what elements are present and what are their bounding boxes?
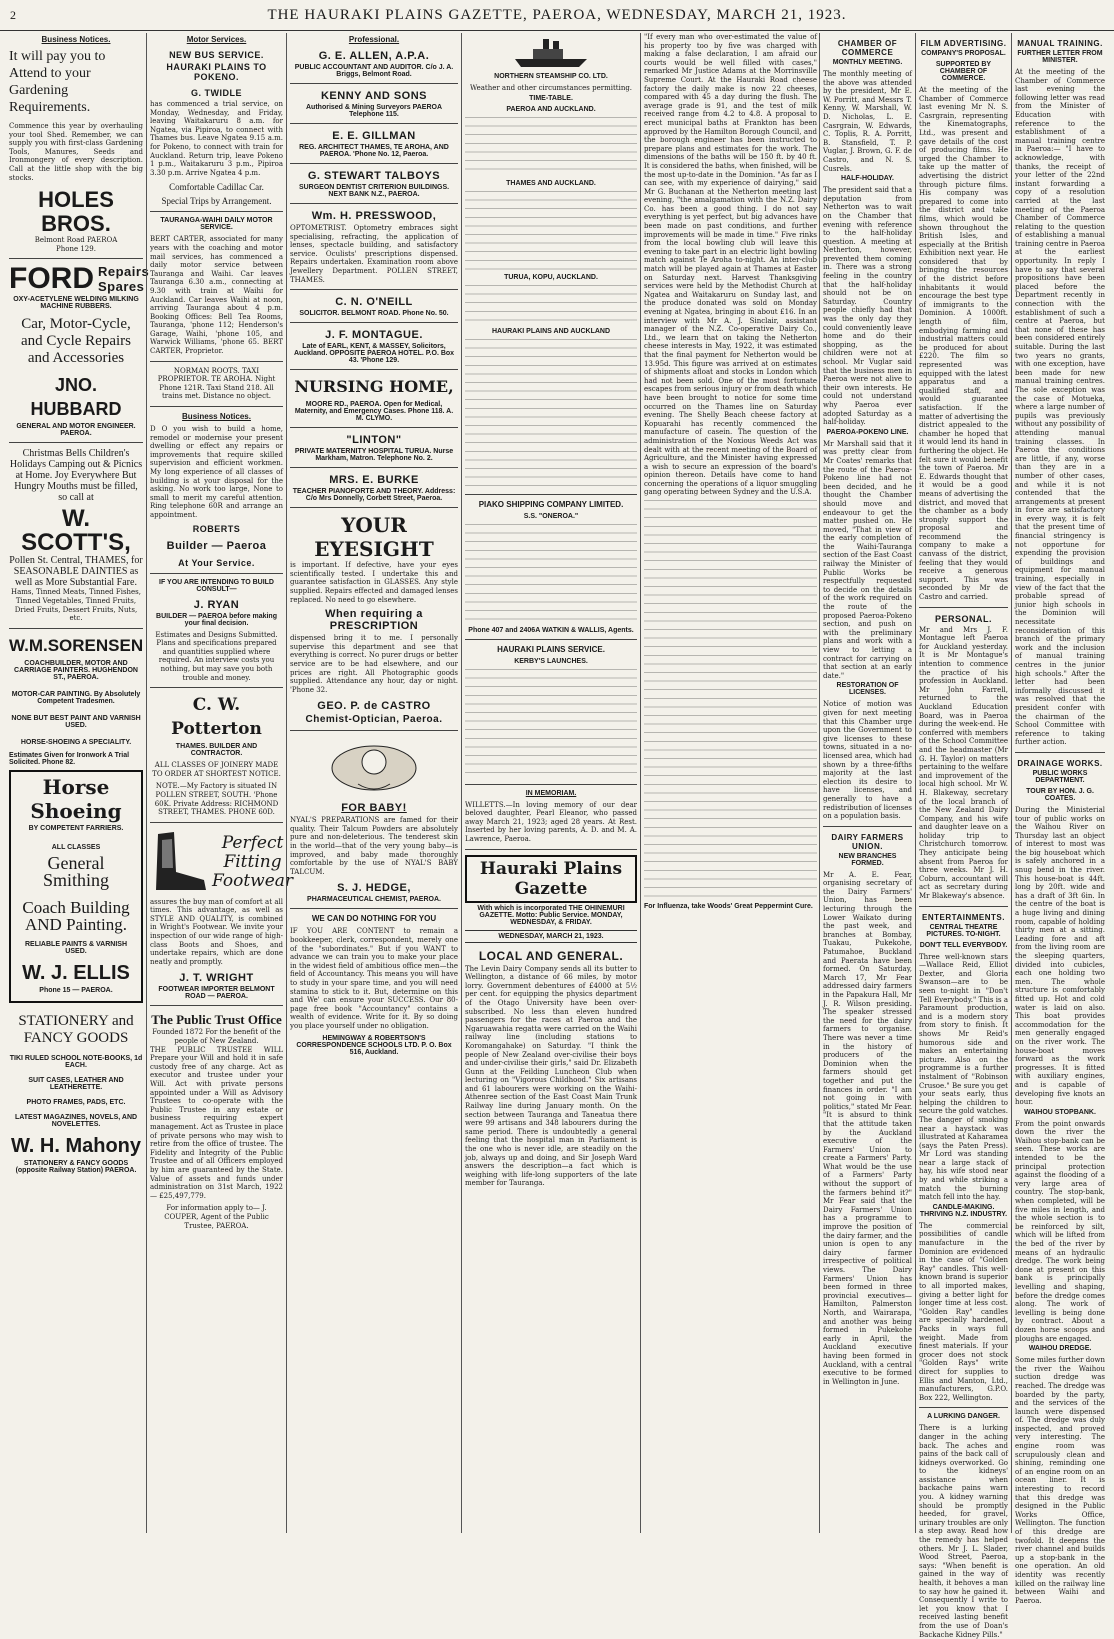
watkin-agents: Phone 407 and 2406A WATKIN & WALLIS, Agents. (468, 626, 634, 634)
ryan-name: J. RYAN (193, 598, 240, 611)
couper-agent: For information apply to— J. COUPER, Agent of the Public Trustee, PAEROA. (164, 1204, 269, 1230)
all-classes: ALL CLASSES (51, 843, 101, 851)
kenny-subtitle: Authorised & Mining Surveyors PAEROA Telephone 115. (306, 104, 442, 118)
baby-illustration-icon (314, 736, 434, 796)
we-can-do-nothing: WE CAN DO NOTHING FOR YOU (311, 914, 437, 924)
twidle-body: has commenced a trial service, on Monday, Wednesday, and Friday, leaving Waitakaruru 8 a.m. for Ngatea, via Pipiroa, to connect with Thames bus. Leave Ngatea 9.15 a.m. for Pokeno, to connect with train for Auckland. Return trip, leave Pokeno 1 p.m., Waitakaruru 3 p.m., Pipiroa 3.30 p.m. Arrive Ngatea 4 p.m. (150, 100, 283, 177)
potterton-name: C. W. Potterton (171, 695, 262, 740)
allen-name: G. E. ALLEN, A.P.A. (318, 50, 430, 62)
film-body: At the meeting of the Chamber of Commerce last evening Mr N. S. Casrgrain, representing the Kinematographs, Ltd., was present and gave details of the cost of producing films. He urged the Chamber to take up the matter of advertising the district through picture films. His company was prepared to come into the district and take films, which would be shown throughout the British Isles, and especially at the British Exhibition next year. He considered that by bringing the resources of the district before inhabitants it would encourage the best type of immigrants to the Dominion. A 1000ft. length of film, embodying farming and industrial matters could be produced for about £220. The film so represented was equipped with the latest apparatus and a qualified staff, and would guarantee satisfaction. If the matter of advertising the district appealed to the chamber he hoped that it would lend its hand in furthering the object. He felt sure it would benefit the town of Paeroa. Mr E. Edwards thought that it would be a good means of advertising the district, and moved that the chamber as a body strongly support the proposal and recommend the company to make a canvass of the district, feeling that they would receive a generous support. This was seconded by Mr de Castro and carried. (919, 86, 1008, 602)
none-but-best: NONE BUT BEST PAINT AND VARNISH USED. (11, 714, 141, 729)
lurking-body: There is a lurking danger in the aching back. The aches and pains of the back call of kidneys overworked. Go to the kidneys' assistance when backache pains warn you. A kidney warning should be promptly heeded, for gravel, urinary troubles are only a step away. Read how the remedy has helped others. Mr J. L. Slader, Wood Street, Paeroa, says: "When benefit is gained in the way of health, it behoves a man to say how he gained it. Consequently I write to let you know that I received lasting benefit from the use of Doan's Backache Kidney Pills." (919, 1424, 1008, 1639)
new-bus-service: NEW BUS SERVICE. (169, 50, 264, 60)
oneroa: S.S. "ONEROA." (523, 512, 579, 520)
burke-subtitle: TEACHER PIANOFORTE AND THEORY. Address: C/o Mrs Donnelly, Corbett Street, Paeroa. (292, 488, 456, 503)
joinery-notice: ALL CLASSES OF JOINERY MADE TO ORDER AT SHORTEST NOTICE. (152, 761, 281, 778)
column-6 (915, 33, 1011, 1639)
column-4 (461, 33, 819, 1533)
news-text-block (644, 500, 817, 900)
masthead-title: THE HAURAKI PLAINS GAZETTE, PAEROA, WEDNESDAY, MARCH 21, 1923. (267, 7, 847, 23)
potterton-subtitle: THAMES. BUILDER AND CONTRACTOR. (175, 743, 258, 758)
column-1 (6, 33, 150, 1533)
ford-repairs-spares: Repairs Spares (98, 264, 150, 295)
wright-subtitle: FOOTWEAR IMPORTER BELMONT ROAD — PAEROA. (158, 986, 275, 1001)
thames-auckland-heading: THAMES AND AUCKLAND. (506, 179, 596, 187)
ryan-intro: IF YOU ARE INTENDING TO BUILD CONSULT— (159, 578, 274, 593)
lurking-danger: A LURKING DANGER. (927, 1413, 1000, 1421)
public-works-department: PUBLIC WORKS DEPARTMENT. (1032, 769, 1088, 784)
personal-heading: PERSONAL. (934, 613, 992, 624)
section-heading: Business Notices. (41, 35, 111, 44)
central-theatre: CENTRAL THEATRE PICTURES. TO-NIGHT. (926, 923, 1001, 938)
car-repairs-headline: Car, Motor-Cycle, and Cycle Repairs and Accessories (21, 316, 131, 367)
column-2 (146, 33, 294, 1533)
mahony-name: W. H. Mahony (11, 1134, 141, 1157)
hauraki-plains-auckland-heading: HAURAKI PLAINS AND AUCKLAND (491, 327, 611, 335)
personal-body: Mr and Mrs J. F. Montague left Paeroa for Auckland yesterday. It is Mr Montague's intention to commence the practice of his profession in Auckland. Mr John Farrell, returned to the Auckland Education Board, was in Paeroa during the week-end. He conferred with members of the School Committee and the headmaster (Mr G. H. Taylor) on matters pertaining to the welfare and improvement of the local high school. Mr W. H. Blakeway, secretary of the local branch of the New Zealand Dairy Company, and his wife and daughter leave on a holiday trip to Christchurch tomorrow. They anticipate being absent from Paeroa for three weeks. Mr J. H. Coburn, accountant will act as secretary during Mr Blakeway's absence. (919, 625, 1008, 901)
public-trust-body: THE PUBLIC TRUSTEE WILL Prepare your Will and hold it in safe custody free of any charge. Act as executor and trustee under your Will. Act with private persons appointed under a Will as Advisory Trustees to co-operate with the Public Trustee in any estate or business requiring expert management. Act as Trustee in place of private persons who may wish to retire from the office of trustee. The Fidelity and Integrity of the Public Trustee and of all Officers employed by him are guaranteed by the State. Value of assets and funds under administration on 31st March, 1922— £25,497,779. (150, 1045, 283, 1200)
sorensen-name: W.M.SORENSEN (9, 635, 144, 655)
hauraki-plains-service: HAURAKI PLAINS SERVICE. (497, 644, 605, 654)
timetable-text-block (465, 117, 637, 177)
estimates-designs: Estimates and Designs Submitted. Plans and specifications prepared and quantities supplied where required. An interview costs you nothing, but may save you both trouble and money. (155, 630, 278, 682)
further-letter: FURTHER LETTER FROM MINISTER. (1017, 50, 1103, 64)
roberts-name: ROBERTS (192, 523, 241, 534)
column-3 (286, 33, 461, 1533)
horse-shoeing-speciality: HORSE-SHOEING A SPECIALITY. (20, 738, 132, 746)
film-advertising: FILM ADVERTISING. (920, 39, 1007, 48)
column-5 (819, 33, 915, 1533)
section-heading: Professional. (348, 35, 400, 44)
motorcar-painting: MOTOR-CAR PAINTING. By Absolutely Competent Tradesmen. (11, 690, 141, 705)
memoriam-body: WILLETTS.—In loving memory of our dear beloved daughter, Pearl Eleanor, who passed away March 21, 1923; aged 28 years. At Rest. Inserted by her loving parents, A. D. and M. A. Lawrence, Paeroa. (465, 800, 637, 843)
drainage-body: During the Ministerial tour of public works on the Waihou River on Thursday last an object of interest to most was the big houseboat which is safely anchored in a snug bend in the river. This house-boat is 44ft. long by 20ft. wide and has a draft of 3ft 6in. In the centre of the boat is a huge living and dining room, capable of holding thirty men at a sitting. Leading fore and aft from the living room are the sleeping quarters, divided into cubicles, each one holding two men. The whole structure is comfortably fitted up. Hot and cold water is laid on also. This boat provides accommodation for the men generally engaged on the river work. The house-boat moves forward as the work progresses. It is fitted with auxiliary engines, and is capable of developing five knots an hour. (1015, 805, 1105, 1107)
gillman-name: E. E. GILLMAN (332, 130, 416, 142)
steamship-company: NORTHERN STEAMSHIP CO. LTD. (494, 73, 608, 80)
christmas-ad: Christmas Bells Children's Holidays Camping out & Picnics at Home. Joy Everywhere But Hungry Mouths must be filled, so call at (9, 448, 143, 504)
local-general-body: The Levin Dairy Company sends all its butter to Wellington, a distance of 66 miles, by motor lorry. Government debentures of £4000 at 5½ per cent. for equipping the physics department of the Otago University have been over-subscribed. No less than eleven hundred passengers for the races at Paeroa and the Ngaruawahia regatta were carried on the Waihi railway line (including stations to Koromangahake) on Saturday. "I think the people of New Zealand over-civilise their boys and under-civilise their girls," said Dr. Elizabeth Gunn at the Feilding Luncheon Club when lecturing on "Vigorous Childhood." Six artisans and 61 labourers were working on the Waihi-Athenree section of the East Coast Main Trunk Railway line during January month. On the section between Tauranga and Taneatua there were 99 artisans and 348 labourers during the same period. There is undoubtedly a general feeling that the hospital man in Parliament is the one who is never idle, are steadily on the job, always up and doing, and Sir Joseph Ward answers the description—a fact which is weighing with life-long supporters of the late member for Tauranga. (465, 964, 637, 1188)
half-holiday-body: The president said that a deputation from Netherton was to wait on the Chamber that evening with reference to the half-holiday question. A meeting at Netherton, however, prevented them coming in. There was a strong feeling in the country that the half-holiday should not be on Saturday. Country people chiefly had that was the only day they could conveniently leave home and do their shopping, as the children were not at school. Mr Vuglar said that the business men in Paeroa were not alive to their own interests. He could not understand why Paeroa ever adopted Saturday as a half-holiday. (823, 186, 912, 427)
talboys-name: G. STEWART TALBOYS (307, 170, 441, 182)
candle-making: CANDLE-MAKING. THRIVING N.Z. INDUSTRY. (919, 1203, 1008, 1218)
linton-subtitle: PRIVATE MATERNITY HOSPITAL TURUA. Nurse Markham, Matron. Telephone No. 2. (294, 448, 454, 463)
page-number: 2 (10, 8, 17, 22)
twidle-name: G. TWIDLE (191, 88, 242, 98)
gazette-dateline: WEDNESDAY, MARCH 21, 1923. (465, 930, 637, 943)
dont-tell: DON'T TELL EVERYBODY. (919, 941, 1008, 949)
entertainments-body: Three well-known stars—Wallace Reid, Elliot Dexter, and Gloria Swanson—are to be seen to-night in "Don't Tell Everybody." This is a Paramount production, and is a modern story from story to finish. It shows Mr Reid's humorous side and makes an entertaining picture. Also on the programme is a further instalment of "Robinson Crusoe." Be sure you get your seats early, thus helping the children to secure the gold watches. The danger of smoking near a haystack was illustrated at Kaharamea (says the Paten Press). Mr Lord was standing near a large stack of hay, his wife stood near by and while striking a match the burning match fell into the hay. (919, 952, 1008, 1202)
accountancy-body: IF YOU ARE CONTENT to remain a bookkeeper, clerk, correspondent, merely one of the "subordinates." But if you WANT to advance we can train you to make your place in the widest field of ambitious office men—the field of Accountancy. This means you will have to study in your spare time, and you will need stamina to stick to it. But, determine on this and We' can ensure your SUCCESS. Our 80-page free book "Accountancy" contains a wealth of evidence. Write for it. By so doing you place yourself under no obligation. (290, 927, 458, 1030)
turua-heading: TURUA, KOPU, AUCKLAND. (504, 273, 598, 281)
new-branches: NEW BRANCHES FORMED. (838, 852, 897, 867)
nursing-home-subtitle: MOORE RD., PAEROA. Open for Medical, Maternity, and Emergency Cases. Phone 118. A. M. CLYMO. (294, 401, 454, 423)
drainage-works: DRAINAGE WORKS. (1017, 758, 1103, 768)
for-baby-headline: FOR BABY! (341, 802, 407, 815)
ford-logo-text: FORD (9, 262, 94, 296)
timetable-text-block (465, 339, 637, 489)
horse-shoeing-title: Horse Shoeing (30, 774, 122, 823)
roberts-builder: Builder — Paeroa (166, 539, 267, 552)
ellis-name: W. J. ELLIS (22, 961, 130, 984)
holes-bros-address: Belmont Road PAEROA (34, 236, 118, 245)
eyesight-headline: YOUR EYESIGHT (314, 513, 434, 562)
ellis-phone: Phone 15 — PAEROA. (39, 986, 113, 994)
prescription-headline: When requiring a PRESCRIPTION (325, 608, 423, 633)
ironwork-estimates: Estimates Given for Ironwork A Trial Solicited. Phone 82. (9, 751, 130, 766)
half-holiday: HALF-HOLIDAY. (840, 175, 895, 183)
kerby-launches: KERBY'S LAUNCHES. (514, 657, 588, 665)
allen-subtitle: PUBLIC ACCOUNTANT AND AUDITOR. C/o J. A. Briggs, Belmont Road. (294, 64, 454, 78)
smithing-ad (9, 770, 143, 1003)
news-items-body: "If every man who over-estimated the value of his property too by five was charged with making a false declaration, I am afraid our courts would be well filled with cases," remarked Mr Justice Adams at the Morrinsville Supreme Court. At the Hauraki Road cheese factory the daily make is now 22 cheeses, compared with 45 a day during the flush. The average grade is 91, and the test of milk received range from 4.2 to 4.8. A proposal to erect municipal baths at Frankton has been approved by the Hamilton Borough Council, and the borough engineer has been instructed to prepare plans and estimates for the work. The dimensions of the baths will be 150 ft. by 40 ft. It is considered the baths, when finished, will be the most up-to-date in the Dominion. "As far as I can see, with my experience of dairying," said Mr G. Buchanan at the Netherton meeting last evening, "the amalgamation with the N.Z. Dairy Co. has been a good thing. I do not say everything is yet perfect, but big advances have been made on past conditions, and further improvements will be made in time." Five rinks from the local bowling club will leave this evening to take part in an electric light bowling match against Te Aroha to-night. An inter-club match will be played again at Thames at Easter on Saturday next. Harvest Thanksgiving services were held by the Methodist Church at Ngatea and Waitakaruru on Sunday last, and the produce donated was sold on Monday evening at Ngatea, bringing in about £16. In an interview with Mr A. J. Sinclair, assistant manager of the N.Z. Co-operative Dairy Co., Ltd., we learn that on taking the Netherton cheese interests in May, 1922, it was estimated that the final payment for Netherton would be 13.95d. This figure was arrived at on estimates of shipments afloat and stocks in London which had not been sold. One of the most fortunate escapes from serious injury or from death which have been brought to notice for some time occurred on the Thames line on Saturday evening. The Shelly Beach cheese factory at Kopuarahi has recently commenced the manufacture of casein. The question of the administration of the Noxious Weeds Act was dealt with at the recent meeting of the Board of Agriculture, and the Minister having expressed a wish to secure an expression of the board's opinion thereon. Details have come to hand concerning the operations of a liquor smuggling gang operating between Sydney and the U.S.A. (644, 33, 817, 497)
dredge-body: Some miles further down the river the Waihou suction dredge was reached. The dredge was boarded by the party, and the services of the launch were dispensed of. The dredge was duly inspected, and proved very interesting. The engine room was scrupulously clean and shining, reminding one of an engine room on an ocean liner. It is interesting to record that this dredge was designed in the Public Works Office, Wellington. The function of this dredge are twofold. It deepens the river channel and builds up a stop-bank in the one operation. An old identity was recently killed on the railway line between Waihi and Paeroa. (1015, 1356, 1105, 1605)
boot-illustration-icon (150, 828, 212, 898)
timetable-text-block (465, 669, 637, 779)
scott-list: Hams, Tinned Meats, Tinned Fishes, Tinned Vegetables, Tinned Fruits, Dried Fruits, Dessert Fruits, Nuts, etc. (11, 588, 141, 623)
kenny-name: KENNY AND SONS (320, 90, 428, 102)
presswood-subtitle: OPTOMETRIST. Optometry embraces sight specialising, refracting, the application of lenses, spectacle building, and satisfactory service. Oculists' prescriptions dispensed. Repairs undertaken. Examination room above Jewellery Department. POLLEN STREET, THAMES. (290, 224, 458, 284)
influenza-ad: For Influenza, take Woods' Great Peppermint Cure. (644, 903, 813, 911)
nursing-home-name: NURSING HOME, (294, 377, 454, 397)
chamber-body: The monthly meeting of the above was attended by the president, Mr E. W. Porritt, and Messrs T. Kenny, W. Marshall, W. D. Nicholas, L. E. Casrgrain, W. Edwards, C. Toplis, R. A. Porritt, B. Stansfield, T. P. Vuglar, J. Brown, G. F. de Castro, and N. S. Cusrels. (823, 70, 912, 173)
competent-farriers: BY COMPETENT FARRIERS. (28, 824, 124, 832)
montague-name: J. F. MONTAGUE. (325, 329, 423, 342)
pokeno-line: PAEROA-POKENO LINE. (826, 428, 909, 436)
eyesight-body: is important. If defective, have your eyes scientifically tested. I undertake this and guarantee satisfaction in GLASSES. Any style supplied. Repairs effected and damaged lenses replaced. No need to go elsewhere. (290, 561, 458, 604)
coach-building: Coach Building AND Painting. (22, 897, 130, 934)
paeroa-auckland-heading: PAEROA AND AUCKLAND. (506, 105, 596, 113)
masthead (0, 0, 1114, 31)
tauranga-waihi-service: TAURANGA-WAIHI DAILY MOTOR SERVICE. (160, 217, 273, 232)
garden-ad-body: Commence this year by overhauling your tool Shed. Remember, we can supply you with first-class Gardening Tools, Manures, Seeds and Ironmongery of every description. Call at the little shop with the big stocks. (9, 122, 143, 182)
reliable-paints: RELIABLE PAINTS & VARNISH USED. (24, 940, 128, 955)
castro-subtitle: Chemist-Optician, Paeroa. (305, 714, 443, 726)
coates-tour: TOUR BY HON. J. G. COATES. (1026, 787, 1094, 802)
hedge-name: S. J. HEDGE, (337, 882, 411, 895)
dairy-union-body: Mr A. E. Fear, organising secretary of the Dairy Farmers' Union, has been lecturing through the Lower Waikato during the past week, and branches at Bombay, Tuakau, Pukekohe, Patumahoe, Buckland and Paerata have been formed. On Saturday, March 17, Mr Fear addressed dairy farmers in the Papakura Hall, Mr J. R. Wilson presiding. The speaker stressed the need for the dairy farmers to organise. There was never a time in the history of producers of the Dominion when the farmers should get together and put the finances in order. "I am not going in with politics," stated Mr Fear. "It is absurd to think that the attitude taken by the Auckland executive of the Farmers' Union to create a Farmers' Party. What would be the use of a Farmers' Party without the support of the farmers behind it?" Mr Fear said that the Dairy Farmers' Union has a programme to improve the position of the dairy farmer, and the union is open to any dairy farmer irrespective of political views. The Dairy Farmers' Union has been formed in three provincial executives—Hamilton, Palmerston North, and Wairarapa, and another was being formed in Pukekohe early in April, the Auckland executive having been formed in Auckland, with a central executive to be formed in Wellington in June. (823, 870, 912, 1386)
tiki-notebooks: TIKI RULED SCHOOL NOTE-BOOKS, 1d EACH. (9, 1054, 143, 1069)
manual-training: MANUAL TRAINING. (1017, 39, 1103, 48)
ryan-subtitle: BUILDER — PAEROA before making your final decision. (156, 612, 277, 627)
mahony-subtitle: STATIONERY & FANCY GOODS (opposite Railway Station) PAEROA. (15, 1159, 137, 1174)
montague-subtitle: Late of EARL, KENT, & MASSEY, Solicitors, Auckland. OPPOSITE PAEROA HOTEL. P.O. Box 43. 'Phone 129. (293, 343, 455, 365)
cadillac-car: Comfortable Cadillac Car. (169, 182, 264, 193)
baby-body: NYAL'S PREPARATIONS are famed for their quality. Their Talcum Powders are absolutely pure and non-deleterious. The tenderest skin in the world—that of the very young baby—is improved, and baby made thoroughly comfortable by the use of NYAL'S BABY TALCUM. (290, 816, 458, 876)
entertainments-heading: ENTERTAINMENTS. (922, 912, 1005, 922)
manual-training-body: At the meeting of the Chamber of Commerce last evening the following letter was read from the Minister of Education with reference to the establishment of a manual training centre in Paeroa:— "I have to acknowledge, with thanks, the receipt of your letter of the 22nd instant forwarding a copy of a resolution carried at the last meeting of the Paeroa Chamber of Commerce relating to the question of establishing a manual training centre in Paeroa at the earliest opportunity. In reply I have to say that several propositions have been placed before the Department recently in connection with the establishment of such a centre at Paeroa, but that none of these has been considered entirely suitable. During the last two years no grants, with one exception, have been made for new manual training centres. The sole exception was the case of Motueka, where a large number of pupils was previously without any possibility of attending manual training classes. In Paeroa the conditions are little, if any, worse than they are in a number of other cases, and while it is not contended that the arrangements at present in force are satisfactory in every way, it is felt that the present time of financial stringency is not opportune for expending the provision of buildings and equipment for manual training, especially in view of the fact that the probable spread of junior high schools in the Dominion will necessitate reconsideration of this branch of the primary work and the inclusion of manual training centres in the junior high schools." After the letter had been informally discussed it was resolved that the president confer with the chairman of the School Committee with reference to taking further action. (1015, 68, 1105, 747)
weather-notice: Weather and other circumstances permitting. (469, 84, 633, 92)
talboys-subtitle: SURGEON DENTIST CRITERION BUILDINGS. NEXT BANK N.Z., PAEROA. (298, 184, 450, 198)
footwear-body: assures the buy man of comfort at all times. This advantage, as well as STYLE AND QUALITY, is combined in Wright's Footwear. We invite your inspection of our wide range of high-class Boots and Shoes, and undertake repairs, which are done neatly and promptly. (150, 897, 283, 966)
public-trust-founded: Founded 1872 For the benefit of the people of New Zealand. (152, 1028, 281, 1046)
hubbard-name: JNO. HUBBARD (30, 375, 122, 420)
prescription-body: dispensed bring it to me. I personally supervise this department and see that everything is correct. No purer drugs or better service are to be had elsewhere, and our prices are right. All Photographic goods supplied. Attendance any hour, day or night. 'Phone 32. (290, 634, 458, 694)
hedge-subtitle: PHARMACEUTICAL CHEMIST, PAEROA. (307, 896, 441, 904)
section-heading: Motor Services. (186, 35, 247, 44)
oxy-welding: OXY-ACETYLENE WELDING MILKING MACHINE RUBBERS. (13, 296, 139, 311)
dairy-farmers-union: DAIRY FARMERS UNION. (831, 832, 904, 851)
burke-name: MRS. E. BURKE (329, 474, 419, 487)
garden-ad-headline: It will pay you to Attend to your Gardening Requirements. (9, 49, 106, 115)
timetable-text-block (465, 524, 637, 624)
monthly-meeting: MONTHLY MEETING. (832, 59, 903, 66)
licenses-body: Notice of motion was given for next meeting that this Chamber urge upon the Government to give licenses to these towns, situated in a no-licensed area, which had shown by a three-fifths majority at the last election its desire to have licenses, and generally to have a redistribution of licenses on a population basis. (823, 700, 912, 821)
linton-name: "LINTON" (346, 434, 402, 447)
shipping-column (465, 33, 637, 1533)
holes-bros-name: HOLES BROS. (38, 187, 114, 237)
section-heading-business: Business Notices. (182, 412, 251, 422)
stationery-headline: STATIONERY and FANCY GOODS (18, 1012, 134, 1046)
ford-ad (9, 262, 150, 296)
timetable-text-block (465, 191, 637, 271)
gazette-nameplate: Hauraki Plains Gazette (465, 855, 637, 903)
special-trips: Special Trips by Arrangement. (161, 196, 272, 207)
hauraki-to-pokeno: HAURAKI PLAINS TO POKENO. (166, 62, 267, 82)
oneill-name: C. N. O'NEILL (335, 296, 413, 309)
factory-note: NOTE.—My Factory is situated IN POLLEN STREET, SOUTH. 'Phone 60K. Private Address: RICHMOND STREET, THAMES. PHONE 60D. (154, 782, 279, 817)
restoration-licenses: RESTORATION OF LICENSES. (836, 682, 899, 697)
presswood-name: Wm. H. PRESSWOOD, (311, 210, 437, 222)
build-home-ad: D O you wish to build a home, remodel or modernise your present dwelling or effect any repairs or improvements that require skilled supervision and efficient workmen. My long experience of all classes of building is at your disposal for the asking. No work too large, None to small to merit my careful attention. Ring telephone 60R and arrange an appointment. (150, 425, 283, 519)
public-trust-title: The Public Trust Office (151, 1012, 282, 1028)
supported-by-chamber: SUPPORTED BY CHAMBER OF COMMERCE. (935, 61, 992, 82)
company-proposal: COMPANY'S PROPOSAL. (921, 50, 1006, 57)
photo-frames: PHOTO FRAMES, PADS, ETC. (26, 1098, 126, 1106)
steamship-icon (511, 37, 591, 69)
timetable-heading: TIME-TABLE. (529, 94, 573, 102)
waihou-dredge: WAIHOU DREDGE. (1028, 1345, 1092, 1353)
gillman-subtitle: REG. ARCHITECT THAMES, TE AROHA, AND PAEROA. 'Phone No. 12, Paeroa. (299, 144, 449, 158)
at-your-service: At Your Service. (178, 557, 255, 568)
holes-bros-phone: Phone 129. (56, 244, 96, 253)
chamber-heading: CHAMBER OF COMMERCE (837, 39, 898, 57)
pokeno-line-body: Mr Marshall said that it was pretty clear from Mr Coates' remarks that the route of the Paeroa-Pokeno line had not been decided, and he thought the Chamber should move and endeavour to get the matter pushed on. He moved, "That in view of the early completion of the Waihi-Tauranga section of the East Coast railway the Minister of Public Works be respectfully requested to decide on the details of the work required on the route of the proposed Paeroa-Pokeno section, and push on with the preliminary plans and work with a view to letting a contract for carrying on that section at an early date." (823, 439, 912, 680)
page-columns (6, 33, 1108, 1639)
wright-name: J. T. WRIGHT (179, 972, 254, 985)
oneill-subtitle: SOLICITOR. BELMONT ROAD. Phone No. 50. (299, 310, 449, 318)
in-memoriam: IN MEMORIAM. (525, 789, 577, 797)
hemingway-schools: HEMINGWAY & ROBERTSON'S CORRESPONDENCE SCHOOLS LTD. P. O. Box 516, Auckland. (296, 1034, 452, 1056)
waihou-stopbank: WAIHOU STOPBANK. (1024, 1108, 1096, 1116)
tauranga-waihi-body: BERT CARTER, associated for many years with the coaching and motor mail services, has commenced a daily motor service between Tauranga and Waihi. Car leaves Tauranga 6.30 a.m., connecting at 9.30 with train at Waihi for Auckland. Car leaves Waihi at noon, arriving Tauranga about 4 p.m. Booking Offices: Bell Tea Rooms, Tauranga, 'phone 112; Henderson's Garage, Waihi, 'phone 105, and Warwick Williams, 'phone 65. BERT CARTER, Proprietor. (150, 235, 283, 356)
scott-name: W. SCOTT'S, (21, 505, 131, 557)
sorensen-subtitle: COACHBUILDER, MOTOR AND CARRIAGE PAINTERS. HUGHENDON ST., PAEROA. (14, 659, 138, 681)
hubbard-subtitle: GENERAL AND MOTOR ENGINEER. PAEROA. (16, 423, 136, 438)
gazette-subtitle: With which is incorporated THE OHINEMURI GAZETTE. Motto: Public Service. MONDAY, WEDNESDAY, & FRIDAY. (477, 904, 625, 926)
perfect-fitting-footwear: Perfect Fitting Footwear (212, 833, 294, 892)
stopbank-body: From the point onwards down the river the Waihou stop-bank can be seen. These works are intended to be the principal protection against the flooding of a very large area of country. The stop-bank, when completed, will be five miles in length, and the whole section is to be reinforced by silt, which will be lifted from the bed of the river by means of an hydraulic dredge. The work being done at present on this bank is principally levelling and shaping, before the dredge comes along. The work of levelling is being done by contract. About a dozen horse scoops and ploughs are engaged. (1015, 1119, 1105, 1343)
candle-body: The commercial possibilities of candle manufacture in the Dominion are evidenced in the case of "Golden Ray" candles. This well-known brand is superior to all imported makes, giving a better light for longer time at less cost. "Golden Ray" candles are specially hardened, Packs in ways full weight. Made from finest materials. If your grocer does not stock "Golden Rays" write direct for supplies to Ellis and Manton, Ltd., manufacturers, G.P.O. Box 222, Wellington. (919, 1221, 1008, 1402)
suit-cases: SUIT CASES, LEATHER AND LEATHERETTE. (28, 1076, 124, 1091)
column-7 (1011, 33, 1108, 1605)
piako-shipping: PIAKO SHIPPING COMPANY LIMITED. (478, 499, 624, 509)
castro-name: GEO. P. de CASTRO (317, 700, 431, 713)
footwear-ad (150, 828, 294, 898)
general-smithing: General Smithing (42, 852, 109, 890)
local-general-heading: LOCAL AND GENERAL. (478, 948, 624, 963)
latest-magazines: LATEST MAGAZINES, NOVELS, AND NOVELETTES. (14, 1113, 138, 1128)
timetable-text-block (465, 285, 637, 325)
norman-roots-ad: NORMAN ROOTS. TAXI PROPRIETOR. TE AROHA. Night Phone 121R. Taxi Stand 218. All trains met. Distance no object. (157, 366, 276, 401)
scott-subtitle: Pollen St. Central, THAMES, for SEASONABLE DAINTIES as well as More Substantial Fare. (9, 555, 143, 589)
news-column (640, 33, 817, 1533)
